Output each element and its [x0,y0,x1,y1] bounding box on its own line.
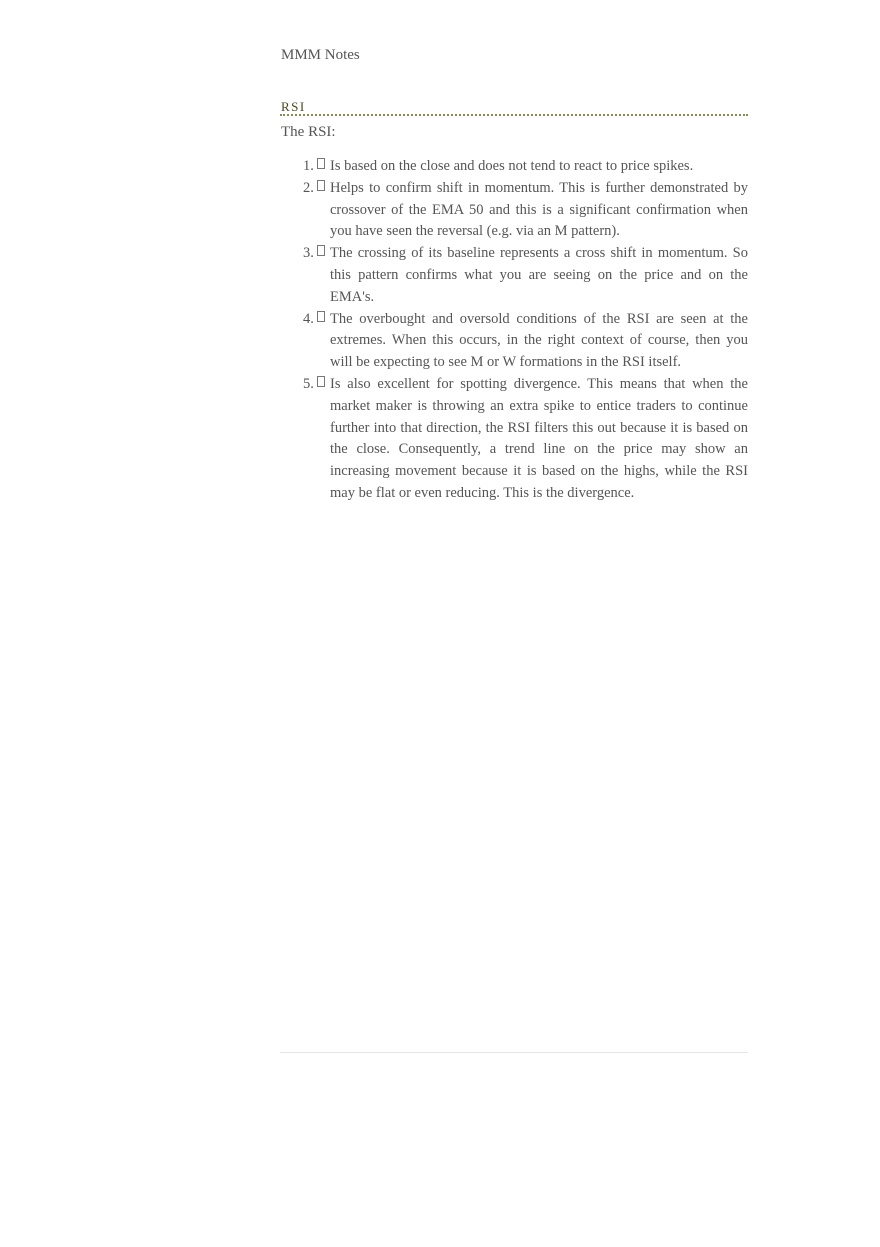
list-item-text: The overbought and oversold conditions of the RSI are seen at the extremes. When this occurs, in the right context of course, then you will be expecting to see M or W formations in the RSI itself. [330,310,748,371]
list-item-number: 2. [303,179,314,196]
list-item [281,156,748,178]
section-divider [280,114,748,116]
list-item-number: 5. [303,375,314,392]
list-item-number: 3. [303,245,314,262]
missing-glyph-icon [317,376,325,387]
list-item [281,243,748,308]
list-item-number: 1. [303,158,314,174]
list-item-marker [303,243,325,265]
page-header: MMM Notes [281,47,360,63]
list-item-text: Helps to confirm shift in momentum. This is further demonstrated by crossover of the EMA 50 and this is a significant confirmation when you have seen the reversal (e.g. via an M pattern). [330,179,748,240]
footer-divider [280,1052,748,1053]
list-item [281,374,748,505]
list-item-marker [303,156,325,178]
numbered-list [281,156,748,505]
list-item-marker [303,178,325,200]
list-item-text: The crossing of its baseline represents a cross shift in momentum. So this pattern confirms what you are seeing on the price and on the EMA's. [330,245,748,305]
list-item-number: 4. [303,310,314,327]
section-heading: RSI [281,99,306,114]
missing-glyph-icon [317,245,325,256]
list-item [281,178,748,243]
section-intro: The RSI: [281,124,336,140]
missing-glyph-icon [317,158,325,169]
missing-glyph-icon [317,180,325,191]
list-item-text: Is also excellent for spotting divergence. This means that when the market maker is throwing an extra spike to entice traders to continue further into that direction, the RSI filters this out because it is based on the close. Consequently, a trend line on the price may show an increasing movement because it is based on the highs, while the RSI may be flat or even reducing. This is the divergence. [330,375,748,501]
list-item-text: Is based on the close and does not tend to react to price spikes. [330,158,694,174]
list-item-marker [303,374,325,396]
list-item-marker [303,309,325,331]
list-item [281,309,748,374]
missing-glyph-icon [317,311,325,322]
